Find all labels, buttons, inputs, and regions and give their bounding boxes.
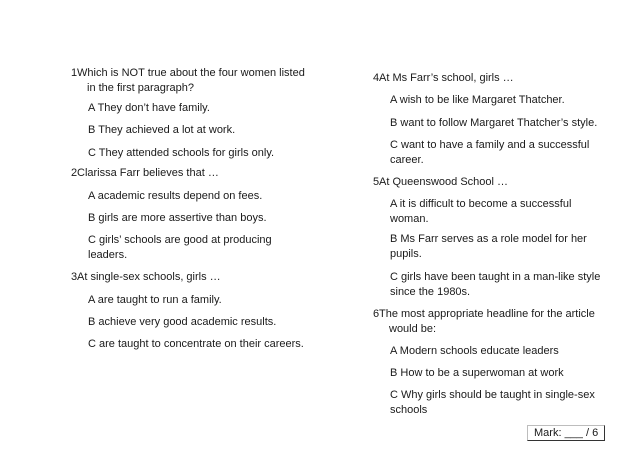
question-number: 1 [71, 67, 78, 79]
option-b: B want to follow Margaret Thatcher’s style. [390, 117, 598, 129]
option-b: B They achieved a lot at work. [88, 124, 236, 136]
option-c: C want to have a family and a successful career. [390, 139, 590, 166]
option-a: A They don’t have family. [88, 102, 210, 114]
option-c: C girls have been taught in a man-like style since the 1980s. [390, 271, 601, 298]
question-number: 5 [373, 176, 380, 188]
option-c: C are taught to concentrate on their careers. [88, 338, 304, 350]
option-c: C girls’ schools are good at producing leaders. [88, 234, 272, 261]
question-text: At Queenswood School … [379, 176, 509, 188]
option-a: A are taught to run a family. [88, 294, 222, 306]
option-c: C They attended schools for girls only. [88, 147, 275, 159]
mark-blank[interactable]: ___ [564, 427, 583, 439]
mark-label: Mark: [534, 427, 562, 439]
question-text: Clarissa Farr believes that … [77, 167, 219, 179]
option-a: A it is difficult to become a successful woman. [390, 198, 572, 225]
question-stem [373, 175, 629, 190]
question-stem [71, 270, 312, 285]
question-text: At Ms Farr’s school, girls … [379, 72, 514, 84]
question-stem [373, 71, 629, 86]
option-b: B Ms Farr serves as a role model for her pupils. [390, 233, 587, 260]
question-number: 6 [373, 308, 380, 320]
question-text: Which is NOT true about the four women listed in the first paragraph? [77, 67, 305, 94]
question-text: At single-sex schools, girls … [77, 271, 221, 283]
option-b: B girls are more assertive than boys. [88, 212, 267, 224]
option-a: A Modern schools educate leaders [390, 345, 559, 357]
question-stem [71, 166, 312, 181]
option-b: B achieve very good academic results. [88, 316, 277, 328]
option-a: A wish to be like Margaret Thatcher. [390, 94, 565, 106]
question-number: 3 [71, 271, 78, 283]
question-stem [71, 66, 312, 96]
question-number: 4 [373, 72, 380, 84]
question-text: The most appropriate headline for the article would be: [379, 308, 595, 335]
option-a: A academic results depend on fees. [88, 190, 263, 202]
mark-box [527, 425, 605, 441]
question-stem [373, 307, 624, 337]
question-number: 2 [71, 167, 78, 179]
option-b: B How to be a superwoman at work [390, 367, 564, 379]
option-c: C Why girls should be taught in single-sex schools [390, 389, 595, 416]
mark-total: / 6 [585, 427, 599, 439]
